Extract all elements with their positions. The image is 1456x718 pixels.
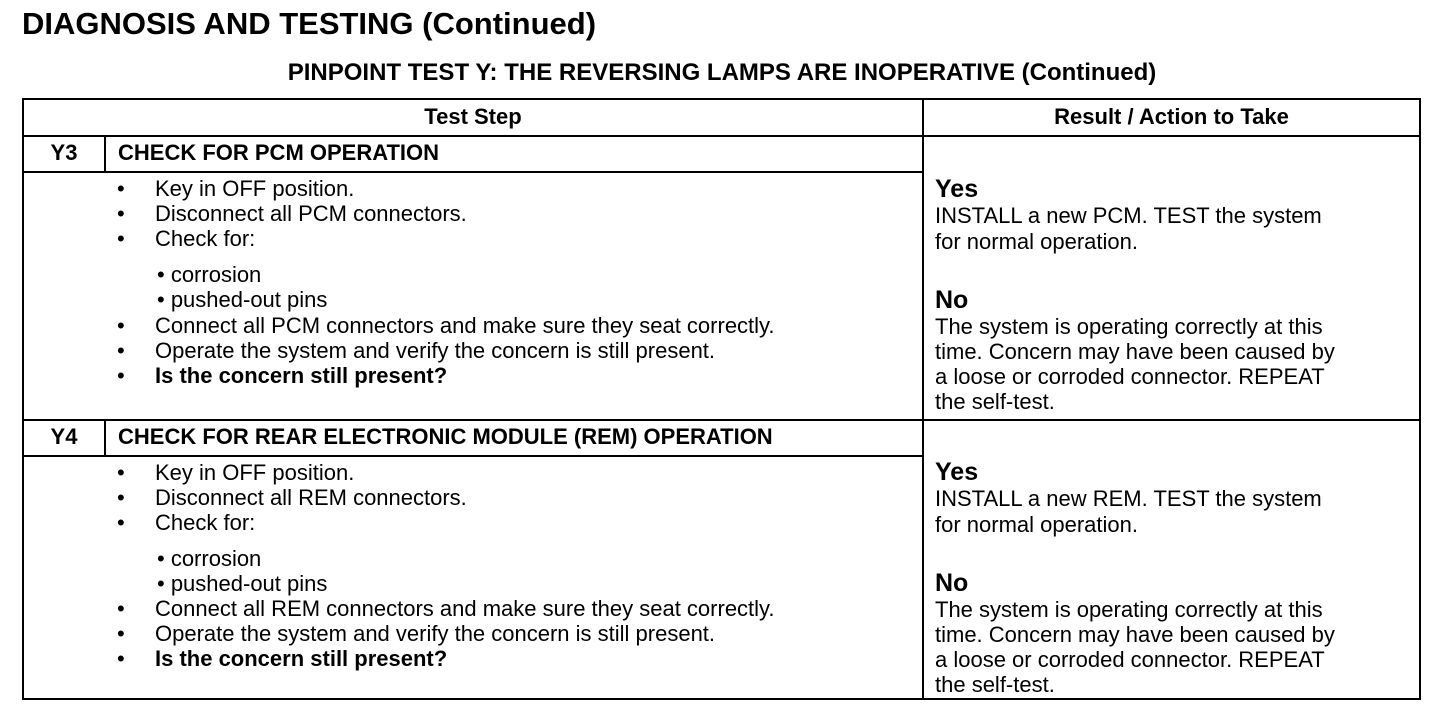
step-id: Y3: [50, 140, 78, 165]
page-heading: DIAGNOSIS AND TESTING (Continued): [22, 6, 597, 41]
result-no-text: the self-test.: [935, 389, 1055, 414]
result-no-text: the self-test.: [935, 672, 1055, 697]
step-sub-item: • pushed-out pins: [157, 571, 328, 596]
result-no-label: No: [935, 569, 969, 597]
step-sub-item: • pushed-out pins: [157, 287, 328, 312]
step-question: Is the concern still present?: [155, 363, 448, 388]
step-action: Key in OFF position.: [155, 176, 355, 201]
step-action: Connect all PCM connectors and make sure they seat correctly.: [155, 313, 775, 338]
result-no-text: The system is operating correctly at this: [935, 314, 1323, 339]
result-no-text: time. Concern may have been caused by: [935, 622, 1335, 647]
row-divider: [24, 419, 1419, 421]
result-no-label: No: [935, 286, 969, 314]
table-title: PINPOINT TEST Y: THE REVERSING LAMPS ARE INOPERATIVE (Continued): [287, 59, 1157, 86]
header-divider: [24, 135, 1419, 137]
bullet-icon: •: [117, 176, 125, 201]
result-no-text: The system is operating correctly at this: [935, 597, 1323, 622]
step-action: Operate the system and verify the concern is still present.: [155, 338, 716, 363]
bullet-icon: •: [117, 363, 125, 388]
step-action: Operate the system and verify the concern is still present.: [155, 621, 716, 646]
step-sub-item: • corrosion: [157, 262, 262, 287]
bullet-icon: •: [117, 485, 125, 510]
bullet-icon: •: [117, 338, 125, 363]
step-action: Connect all REM connectors and make sure they seat correctly.: [155, 596, 775, 621]
step-title-divider: [24, 171, 923, 173]
header-test-step: Test Step: [424, 104, 522, 129]
step-title: CHECK FOR REAR ELECTRONIC MODULE (REM) OPERATION: [118, 424, 773, 449]
column-divider: [922, 100, 924, 698]
bullet-icon: •: [117, 510, 125, 535]
id-column-divider: [104, 420, 106, 457]
bullet-icon: •: [117, 313, 125, 338]
result-no-text: a loose or corroded connector. REPEAT: [935, 647, 1325, 672]
id-column-divider: [104, 136, 106, 173]
step-title-divider: [24, 455, 923, 457]
result-yes-text: for normal operation.: [935, 229, 1138, 254]
result-no-text: time. Concern may have been caused by: [935, 339, 1335, 364]
step-sub-item: • corrosion: [157, 546, 262, 571]
step-question: Is the concern still present?: [155, 646, 448, 671]
bullet-icon: •: [117, 621, 125, 646]
result-yes-text: INSTALL a new REM. TEST the system: [935, 486, 1322, 511]
bullet-icon: •: [117, 596, 125, 621]
bullet-icon: •: [117, 460, 125, 485]
result-no-text: a loose or corroded connector. REPEAT: [935, 364, 1325, 389]
bullet-icon: •: [117, 646, 125, 671]
step-action: Key in OFF position.: [155, 460, 355, 485]
result-yes-text: for normal operation.: [935, 512, 1138, 537]
bullet-icon: •: [117, 201, 125, 226]
result-yes-label: Yes: [935, 175, 979, 203]
step-action: Check for:: [155, 510, 256, 535]
result-yes-text: INSTALL a new PCM. TEST the system: [935, 203, 1322, 228]
step-id: Y4: [50, 424, 78, 449]
step-title: CHECK FOR PCM OPERATION: [118, 140, 440, 165]
result-yes-label: Yes: [935, 458, 979, 486]
header-result: Result / Action to Take: [1054, 104, 1289, 129]
step-action: Disconnect all REM connectors.: [155, 485, 467, 510]
bullet-icon: •: [117, 226, 125, 251]
pinpoint-test-table: [22, 98, 1421, 700]
step-action: Check for:: [155, 226, 256, 251]
step-action: Disconnect all PCM connectors.: [155, 201, 467, 226]
